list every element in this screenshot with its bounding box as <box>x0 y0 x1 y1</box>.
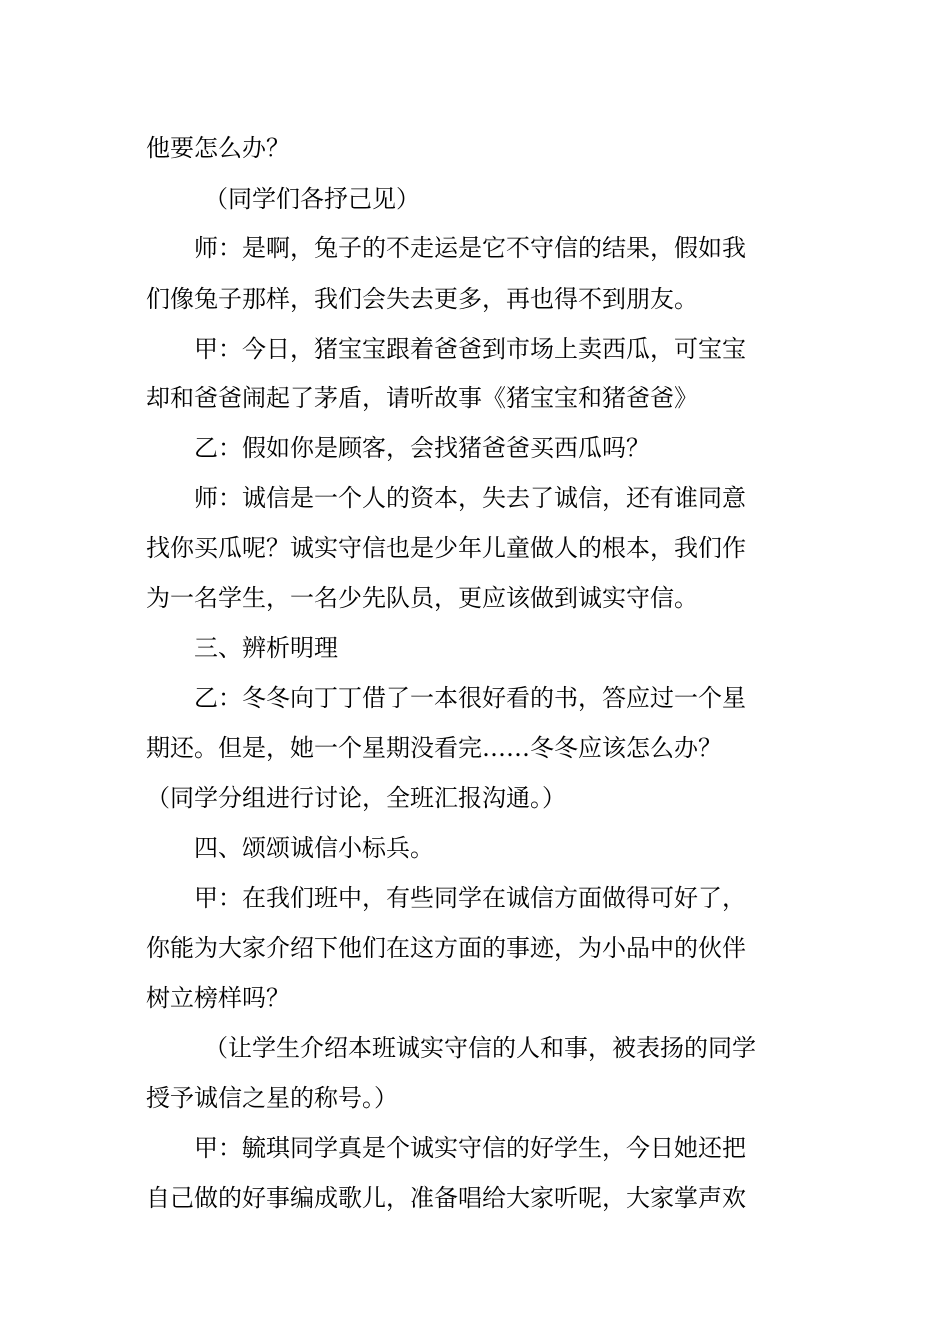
text-line: 乙：假如你是顾客，会找猪爸爸买西瓜吗？ <box>194 434 650 462</box>
text-line: 甲：毓琪同学真是个诚实守信的好学生，今日她还把 <box>194 1134 746 1162</box>
text-line: 甲：今日，猪宝宝跟着爸爸到市场上卖西瓜，可宝宝 <box>194 335 746 363</box>
text-line: 树立榜样吗？ <box>146 984 290 1012</box>
text-line: 你能为大家介绍下他们在这方面的事迹，为小品中的伙伴 <box>146 934 746 962</box>
section-heading: 四、颂颂诚信小标兵。 <box>194 834 434 862</box>
text-line: 找你买瓜呢？诚实守信也是少年儿童做人的根本，我们作 <box>146 534 746 562</box>
text-line: 他要怎么办？ <box>146 134 290 162</box>
text-line: 授予诚信之星的称号。） <box>146 1084 398 1112</box>
text-line: （同学们各抒己见） <box>204 185 420 213</box>
text-line: 却和爸爸闹起了茅盾，请听故事《猪宝宝和猪爸爸》 <box>146 384 698 412</box>
text-line: 乙：冬冬向丁丁借了一本很好看的书，答应过一个星 <box>194 684 746 712</box>
text-line: （同学分组进行讨论，全班汇报沟通。） <box>146 784 566 812</box>
text-line: （让学生介绍本班诚实守信的人和事，被表扬的同学 <box>204 1034 756 1062</box>
text-line: 们像兔子那样，我们会失去更多，再也得不到朋友。 <box>146 285 698 313</box>
section-heading: 三、辨析明理 <box>194 634 338 662</box>
text-line: 师：是啊，兔子的不走运是它不守信的结果，假如我 <box>194 234 746 262</box>
text-line: 甲：在我们班中，有些同学在诚信方面做得可好了， <box>194 884 746 912</box>
text-line: 为一名学生，一名少先队员，更应该做到诚实守信。 <box>146 584 698 612</box>
text-line: 师：诚信是一个人的资本，失去了诚信，还有谁同意 <box>194 484 746 512</box>
text-line: 期还。但是，她一个星期没看完……冬冬应该怎么办？ <box>146 734 722 762</box>
text-line: 自己做的好事编成歌儿，准备唱给大家听呢，大家掌声欢 <box>146 1184 746 1212</box>
